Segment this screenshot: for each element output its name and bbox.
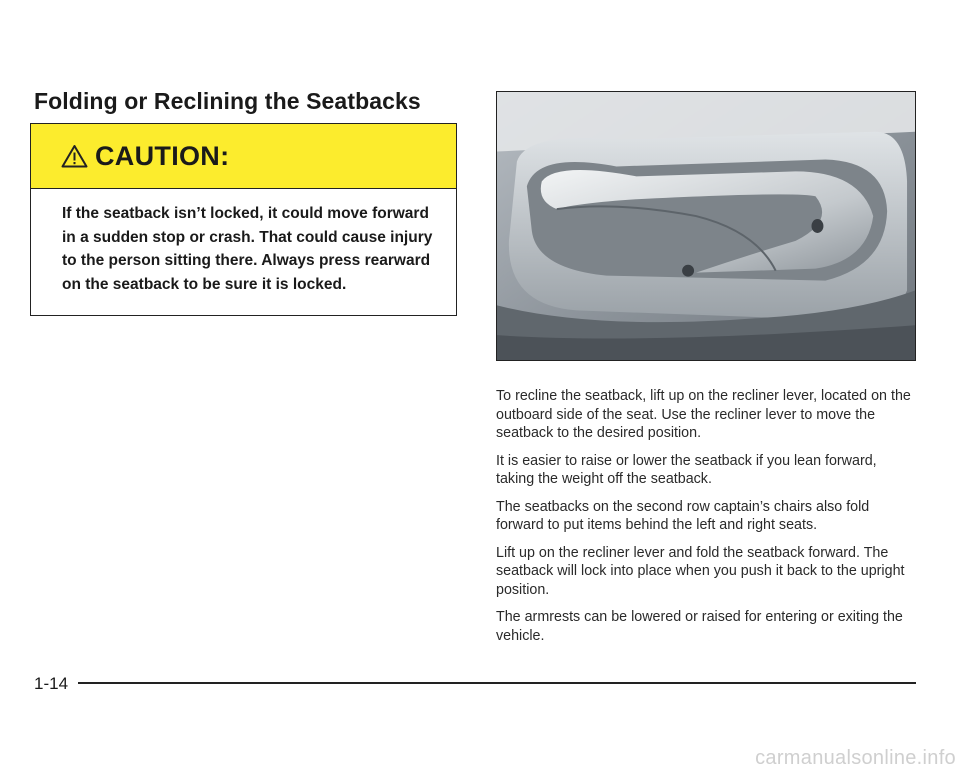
footer-rule xyxy=(78,682,916,684)
paragraph: It is easier to raise or lower the seatback if you lean forward, taking the weight off the seatback. xyxy=(496,452,877,487)
caution-label: CAUTION: xyxy=(95,140,230,171)
caution-header xyxy=(31,124,456,189)
page-number: 1-14 xyxy=(34,674,69,693)
recliner-lever-photo xyxy=(496,91,916,361)
warning-triangle-icon xyxy=(61,144,88,168)
paragraph: The seatbacks on the second row captain’s chairs also fold forward to put items behind the left and right seats. xyxy=(496,498,870,533)
paragraph: Lift up on the recliner lever and fold the seatback forward. The seatback will lock into place when you push it back to the upright position. xyxy=(496,544,905,598)
body-text xyxy=(496,387,916,654)
watermark: carmanualsonline.info xyxy=(755,747,956,769)
caution-text: If the seatback isn’t locked, it could move forward in a sudden stop or crash. That could cause injury to the person sitting there. Always press rearward on the seatback to be sure it is locked. xyxy=(62,205,433,293)
paragraph: The armrests can be lowered or raised for entering or exiting the vehicle. xyxy=(496,609,903,644)
caution-box xyxy=(30,123,457,316)
paragraph: To recline the seatback, lift up on the recliner lever, located on the outboard side of the seat. Use the recliner lever to move the seatback to the desired position. xyxy=(496,388,911,441)
recliner-lever-image xyxy=(497,92,915,360)
section-title: Folding or Reclining the Seatbacks xyxy=(34,88,421,114)
